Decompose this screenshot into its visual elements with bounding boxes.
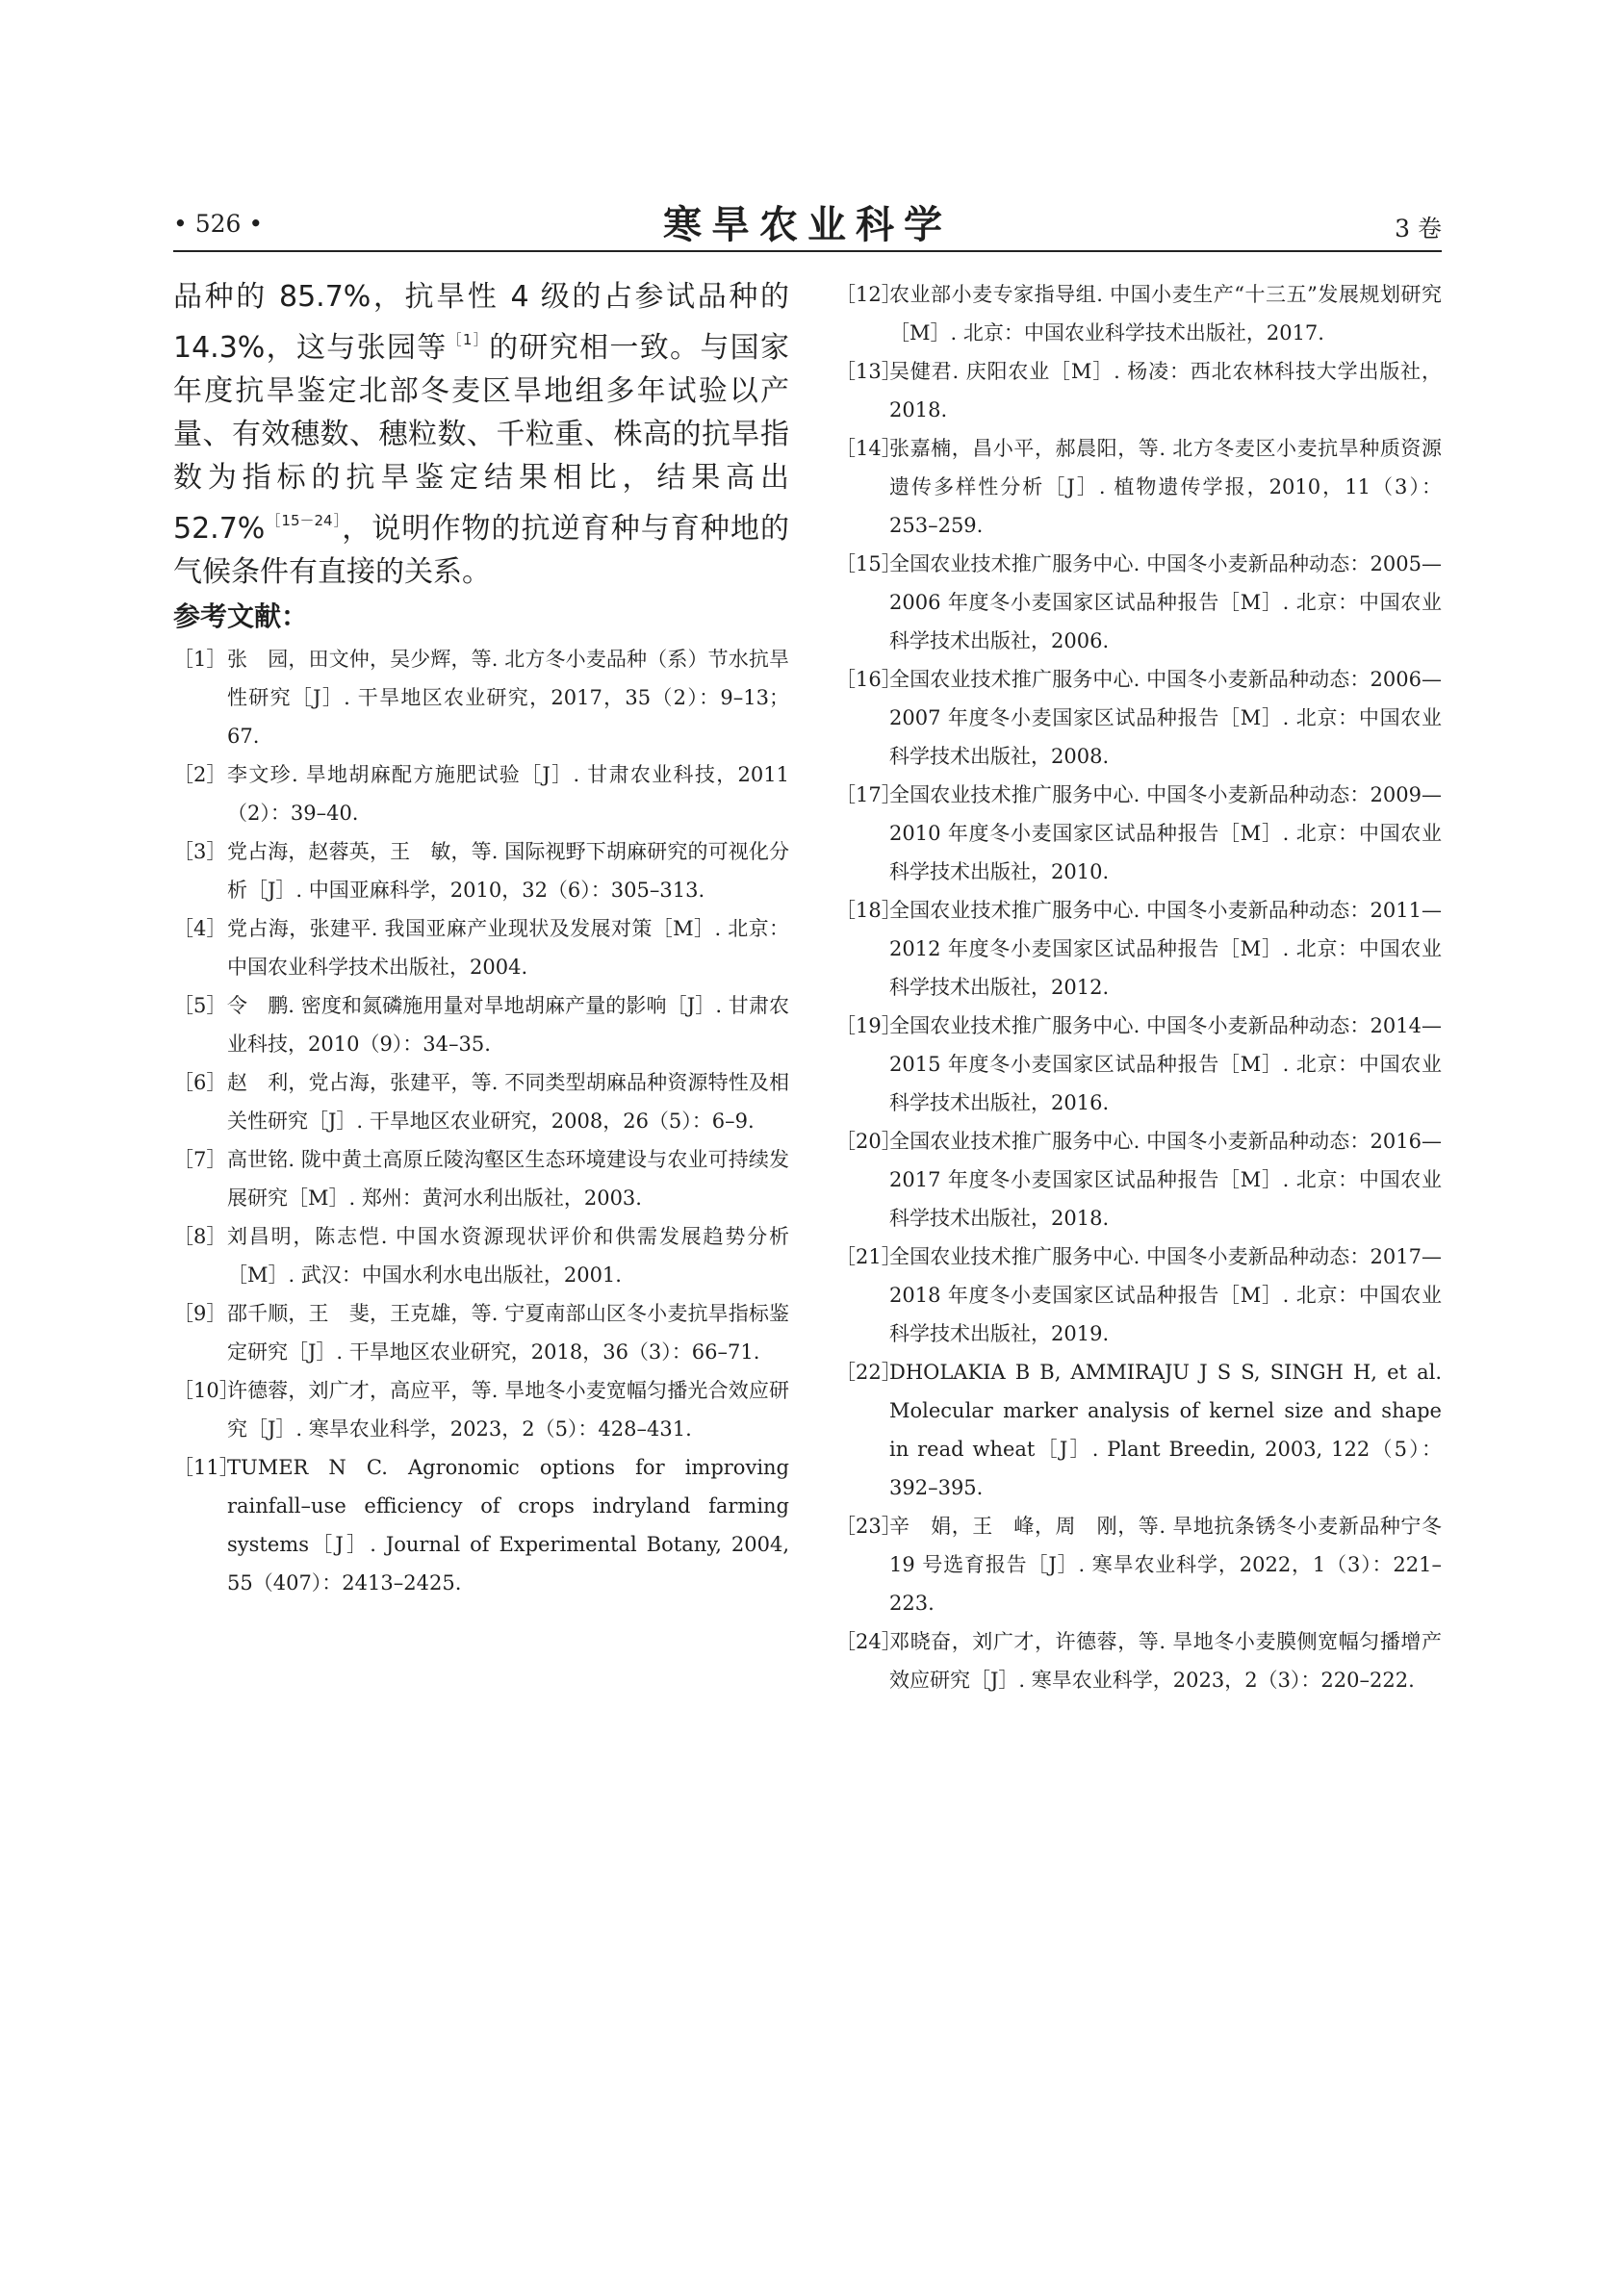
reference-text: 张 园，田文仲，吴少辉，等. 北方冬小麦品种（系）节水抗旱性研究［J］. 干旱地区农业研究，2017，35（2）：9–13；67. [227,648,789,748]
reference-text: 邓晓奋，刘广才，许德蓉，等. 旱地冬小麦膜侧宽幅匀播增产效应研究［J］. 寒旱农业科学，2023，2（3）：220–222. [889,1630,1442,1692]
body-paragraph [173,275,789,594]
reference-item [835,1353,1442,1507]
volume-label: 3 卷 [1395,215,1442,242]
reference-number: ［10］ [173,1379,240,1402]
reference-item [835,352,1442,429]
reference-text: 全国农业技术推广服务中心. 中国冬小麦新品种动态：2011—2012 年度冬小麦国家区试品种报告［M］. 北京：中国农业科学技术出版社，2012. [889,899,1442,999]
body-text-1: 品种的 85.7%，抗旱性 4 级的占参试品种的 14.3%，这与张园等 [173,280,789,365]
reference-item [835,545,1442,660]
references-heading: 参考文献： [173,600,309,632]
reference-item [835,1122,1442,1237]
reference-text: TUMER N C. Agronomic options for improving rainfall–use efficiency of crops indryland farming systems［J］. Journal of Experimental Botany, 2004, 55（407）：2413–2425. [227,1456,789,1594]
reference-text: 农业部小麦专家指导组. 中国小麦生产“十三五”发展规划研究［M］. 北京：中国农业科学技术出版社，2017. [889,283,1442,344]
reference-text: 张嘉楠，昌小平，郝晨阳，等. 北方冬麦区小麦抗旱种质资源遗传多样性分析［J］. 植物遗传学报，2010，11（3）：253–259. [889,437,1442,537]
reference-text: 全国农业技术推广服务中心. 中国冬小麦新品种动态：2005—2006 年度冬小麦国家区试品种报告［M］. 北京：中国农业科学技术出版社，2006. [889,552,1442,652]
reference-item [173,909,789,986]
reference-item [835,891,1442,1007]
reference-number: ［7］ [173,1148,227,1171]
reference-item [835,429,1442,545]
reference-item [173,1063,789,1140]
journal-title: 寒旱农业科学 [663,202,952,247]
reference-number: ［14］ [835,437,902,460]
right-column [835,275,1442,1699]
reference-item [835,1622,1442,1699]
reference-number: ［2］ [173,763,227,786]
reference-text: 党占海，张建平. 我国亚麻产业现状及发展对策［M］. 北京：中国农业科学技术出版社，2004. [227,917,789,979]
reference-number: ［19］ [835,1014,902,1037]
reference-item [835,776,1442,891]
reference-text: 令 鹏. 密度和氮磷施用量对旱地胡麻产量的影响［J］. 甘肃农业科技，2010（9）：34–35. [227,994,789,1056]
reference-number: ［18］ [835,899,902,922]
reference-number: ［20］ [835,1130,902,1153]
reference-number: ［22］ [835,1361,902,1384]
reference-item [173,986,789,1063]
reference-number: ［21］ [835,1245,902,1268]
reference-number: ［15］ [835,552,902,575]
reference-number: ［8］ [173,1225,227,1248]
reference-text: 辛 娟，王 峰，周 刚，等. 旱地抗条锈冬小麦新品种宁冬 19 号选育报告［J］. 寒旱农业科学，2022，1（3）：221–223. [889,1515,1442,1615]
reference-text: 高世铭. 陇中黄土高原丘陵沟壑区生态环境建设与农业可持续发展研究［M］. 郑州：黄河水利出版社，2003. [227,1148,789,1210]
page-number: • 526 • [173,210,264,238]
reference-text: 赵 利，党占海，张建平，等. 不同类型胡麻品种资源特性及相关性研究［J］. 干旱地区农业研究，2008，26（5）：6–9. [227,1071,789,1133]
reference-number: ［3］ [173,840,227,863]
reference-item [835,1007,1442,1122]
reference-item [835,1507,1442,1622]
reference-number: ［9］ [173,1302,227,1325]
reference-item [173,1140,789,1217]
reference-text: 李文珍. 旱地胡麻配方施肥试验［J］. 甘肃农业科技，2011（2）：39–40. [227,763,789,825]
reference-number: ［13］ [835,360,902,383]
reference-item [173,755,789,832]
reference-item [835,660,1442,776]
reference-item [835,1237,1442,1353]
reference-number: ［23］ [835,1515,902,1538]
header-rule [173,250,1442,252]
reference-text: 全国农业技术推广服务中心. 中国冬小麦新品种动态：2009—2010 年度冬小麦国家区试品种报告［M］. 北京：中国农业科学技术出版社，2010. [889,783,1442,883]
reference-number: ［16］ [835,668,902,691]
reference-text: 全国农业技术推广服务中心. 中国冬小麦新品种动态：2016—2017 年度冬小麦国家区试品种报告［M］. 北京：中国农业科学技术出版社，2018. [889,1130,1442,1230]
citation-2: ［15－24］ [265,512,343,529]
reference-number: ［24］ [835,1630,902,1653]
reference-number: ［12］ [835,283,902,306]
reference-text: 吴健君. 庆阳农业［M］. 杨凌：西北农林科技大学出版社，2018. [889,360,1442,421]
references-list-left [173,640,789,1602]
reference-text: 党占海，赵蓉英，王 敏，等. 国际视野下胡麻研究的可视化分析［J］. 中国亚麻科学，2010，32（6）：305–313. [227,840,789,902]
reference-number: ［6］ [173,1071,227,1094]
reference-text: 全国农业技术推广服务中心. 中国冬小麦新品种动态：2006—2007 年度冬小麦国家区试品种报告［M］. 北京：中国农业科学技术出版社，2008. [889,668,1442,768]
page-header [173,191,1442,250]
reference-item [173,1217,789,1294]
references-list-right [835,275,1442,1699]
reference-text: 全国农业技术推广服务中心. 中国冬小麦新品种动态：2017—2018 年度冬小麦国家区试品种报告［M］. 北京：中国农业科学技术出版社，2019. [889,1245,1442,1345]
reference-text: 全国农业技术推广服务中心. 中国冬小麦新品种动态：2014—2015 年度冬小麦国家区试品种报告［M］. 北京：中国农业科学技术出版社，2016. [889,1014,1442,1114]
reference-item [173,1371,789,1448]
body-text-3: ，说明作物的抗逆育种与育种地的气候条件有直接的关系。 [173,512,789,589]
reference-item [173,1448,789,1602]
citation-1: ［1］ [447,331,490,348]
reference-number: ［1］ [173,648,227,671]
reference-item [173,1294,789,1371]
reference-text: DHOLAKIA B B, AMMIRAJU J S S, SINGH H, et al. Molecular marker analysis of kernel size and shape in read wheat［J］. Plant Breedin, 2003, 122（5）：392–395. [889,1361,1442,1499]
reference-item [173,832,789,909]
body-text-2: 的研究相一致。与国家年度抗旱鉴定北部冬麦区旱地组多年试验以产量、有效穗数、穗粒数、千粒重、株高的抗旱指数为指标的抗旱鉴定结果相比，结果高出 52.7% [173,331,790,546]
left-column [173,275,789,1602]
reference-number: ［5］ [173,994,227,1017]
reference-text: 邵千顺，王 斐，王克雄，等. 宁夏南部山区冬小麦抗旱指标鉴定研究［J］. 干旱地区农业研究，2018，36（3）：66–71. [227,1302,789,1364]
reference-number: ［4］ [173,917,227,940]
reference-item [173,640,789,755]
reference-item [835,275,1442,352]
reference-text: 刘昌明，陈志恺. 中国水资源现状评价和供需发展趋势分析［M］. 武汉：中国水利水电出版社，2001. [227,1225,789,1287]
reference-number: ［11］ [173,1456,240,1479]
reference-text: 许德蓉，刘广才，高应平，等. 旱地冬小麦宽幅匀播光合效应研究［J］. 寒旱农业科学，2023，2（5）：428–431. [227,1379,789,1441]
reference-number: ［17］ [835,783,902,806]
